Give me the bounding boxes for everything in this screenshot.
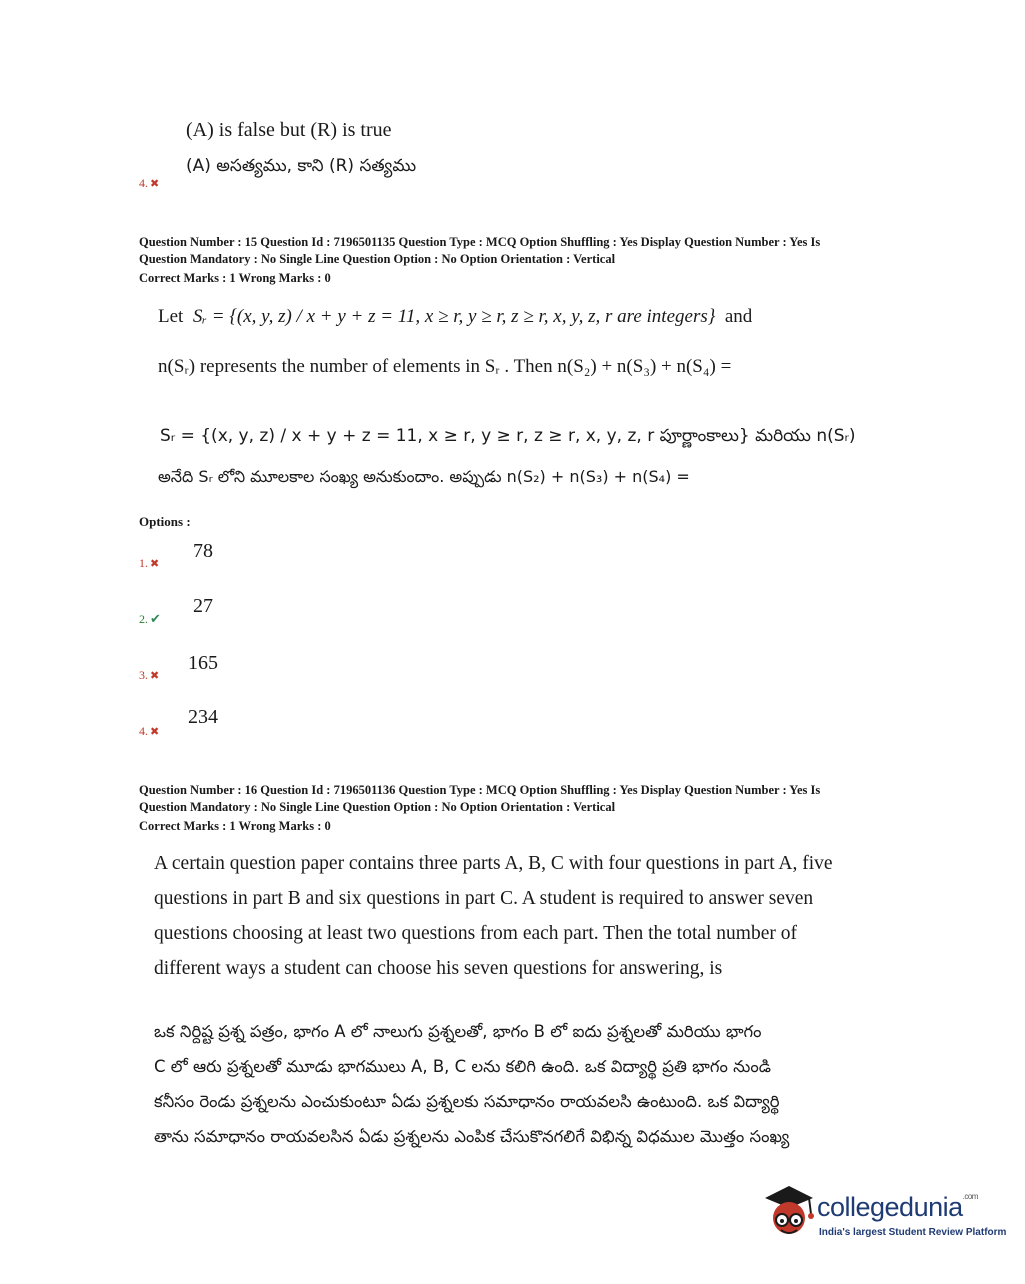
logo-suffix: .com <box>962 1192 978 1201</box>
q16-header-line2: Question Mandatory : No Single Line Question Option : No Option Orientation : Vertical <box>139 800 616 814</box>
q15-header-line1: Question Number : 15 Question Id : 7196501135 Question Type : MCQ Option Shuffling : Yes Display Question Number : Yes Is <box>139 235 821 249</box>
option-2-number <box>139 611 161 627</box>
option-4-value: 234 <box>188 706 218 728</box>
mascot-icon <box>759 1180 819 1250</box>
q16-english-line: questions in part B and six questions in part C. A student is required to answer seven <box>154 888 814 909</box>
option-number: 1. <box>139 556 148 570</box>
q15-and: and <box>724 306 753 327</box>
logo-tagline: India's largest Student Review Platform <box>819 1227 1007 1238</box>
option-number: 4. <box>139 176 148 190</box>
logo-wordmark <box>817 1192 978 1223</box>
q15-header-line3: Correct Marks : 1 Wrong Marks : 0 <box>139 271 331 285</box>
q15-let: Let <box>158 306 184 327</box>
q16-english-line: A certain question paper contains three parts A, B, C with four questions in part A, five <box>154 853 833 874</box>
q16-english-line: different ways a student can choose his seven questions for answering, is <box>154 958 723 979</box>
logo-name: collegedunia <box>817 1192 963 1222</box>
q15-english-line1 <box>158 306 752 328</box>
q15-header <box>139 234 909 287</box>
wrong-mark-icon: ✖ <box>150 178 160 190</box>
q16-english-text <box>154 846 874 986</box>
wrong-mark-icon: ✖ <box>150 558 160 570</box>
option-3-value: 165 <box>188 652 218 674</box>
q16-header <box>139 782 909 835</box>
options-label: Options : <box>139 514 191 529</box>
q16-header-line3: Correct Marks : 1 Wrong Marks : 0 <box>139 819 331 833</box>
q16-header-line1: Question Number : 16 Question Id : 7196501136 Question Type : MCQ Option Shuffling : Yes Display Question Number : Yes Is <box>139 783 821 797</box>
q16-telugu-line: కనీసం రెండు ప్రశ్నలను ఎంచుకుంటూ ఏడు ప్రశ్నలకు సమాధానం రాయవలసి ఉంటుంది. ఒక విద్యార్థి <box>154 1092 780 1111</box>
q16-telugu-line: C లో ఆరు ప్రశ్నలతో మూడు భాగములు A, B, C లను కలిగి ఉంది. ఒక విద్యార్థి ప్రతి భాగం నుండి <box>154 1057 771 1076</box>
option-1-number <box>139 556 159 571</box>
q16-english-line: questions choosing at least two questions from each part. Then the total number of <box>154 923 797 944</box>
wrong-mark-icon: ✖ <box>150 670 160 682</box>
q15-english-line2: n(Sᵣ) represents the number of elements in Sᵣ . Then n(S₂) + n(S₃) + n(S₄) = <box>158 356 732 377</box>
q15-header-line2: Question Mandatory : No Single Line Question Option : No Option Orientation : Vertical <box>139 252 616 266</box>
correct-mark-icon: ✔ <box>150 611 161 626</box>
q15-telugu-line2: అనేది Sᵣ లోని మూలకాల సంఖ్య అనుకుందాం. అప్పుడు n(S₂) + n(S₃) + n(S₄) = <box>158 467 690 486</box>
q16-telugu-text <box>154 1014 874 1154</box>
option-number: 4. <box>139 724 148 738</box>
option-2-value: 27 <box>193 595 213 617</box>
wrong-mark-icon: ✖ <box>150 726 160 738</box>
prev-option4-text-te: (A) అసత్యము, కాని (R) సత్యము <box>186 156 417 176</box>
q16-telugu-line: తాను సమాధానం రాయవలసిన ఏడు ప్రశ్నలను ఎంపిక చేసుకొనగలిగే విభిన్న విధముల మొత్తం సంఖ్య <box>154 1127 790 1146</box>
prev-option4-number <box>139 176 159 191</box>
option-number: 3. <box>139 668 148 682</box>
q15-telugu-line1: Sᵣ = {(x, y, z) / x + y + z = 11, x ≥ r, y ≥ r, z ≥ r, x, y, z, r పూర్ణాంకాలు} మరియు n(Sᵣ) <box>160 426 856 446</box>
prev-option4-text-en: (A) is false but (R) is true <box>186 119 392 141</box>
option-4-number <box>139 724 159 739</box>
option-number: 2. <box>139 612 148 626</box>
q15-set-definition: Sᵣ = {(x, y, z) / x + y + z = 11, x ≥ r, y ≥ r, z ≥ r, x, y, z, r are integers} <box>192 306 716 327</box>
option-3-number <box>139 668 159 683</box>
option-1-value: 78 <box>193 540 213 562</box>
q16-telugu-line: ఒక నిర్దిష్ట ప్రశ్న పత్రం, భాగం A లో నాలుగు ప్రశ్నలతో, భాగం B లో ఐదు ప్రశ్నలతో మరియు భాగం <box>154 1022 762 1041</box>
collegedunia-logo <box>759 1180 1007 1250</box>
